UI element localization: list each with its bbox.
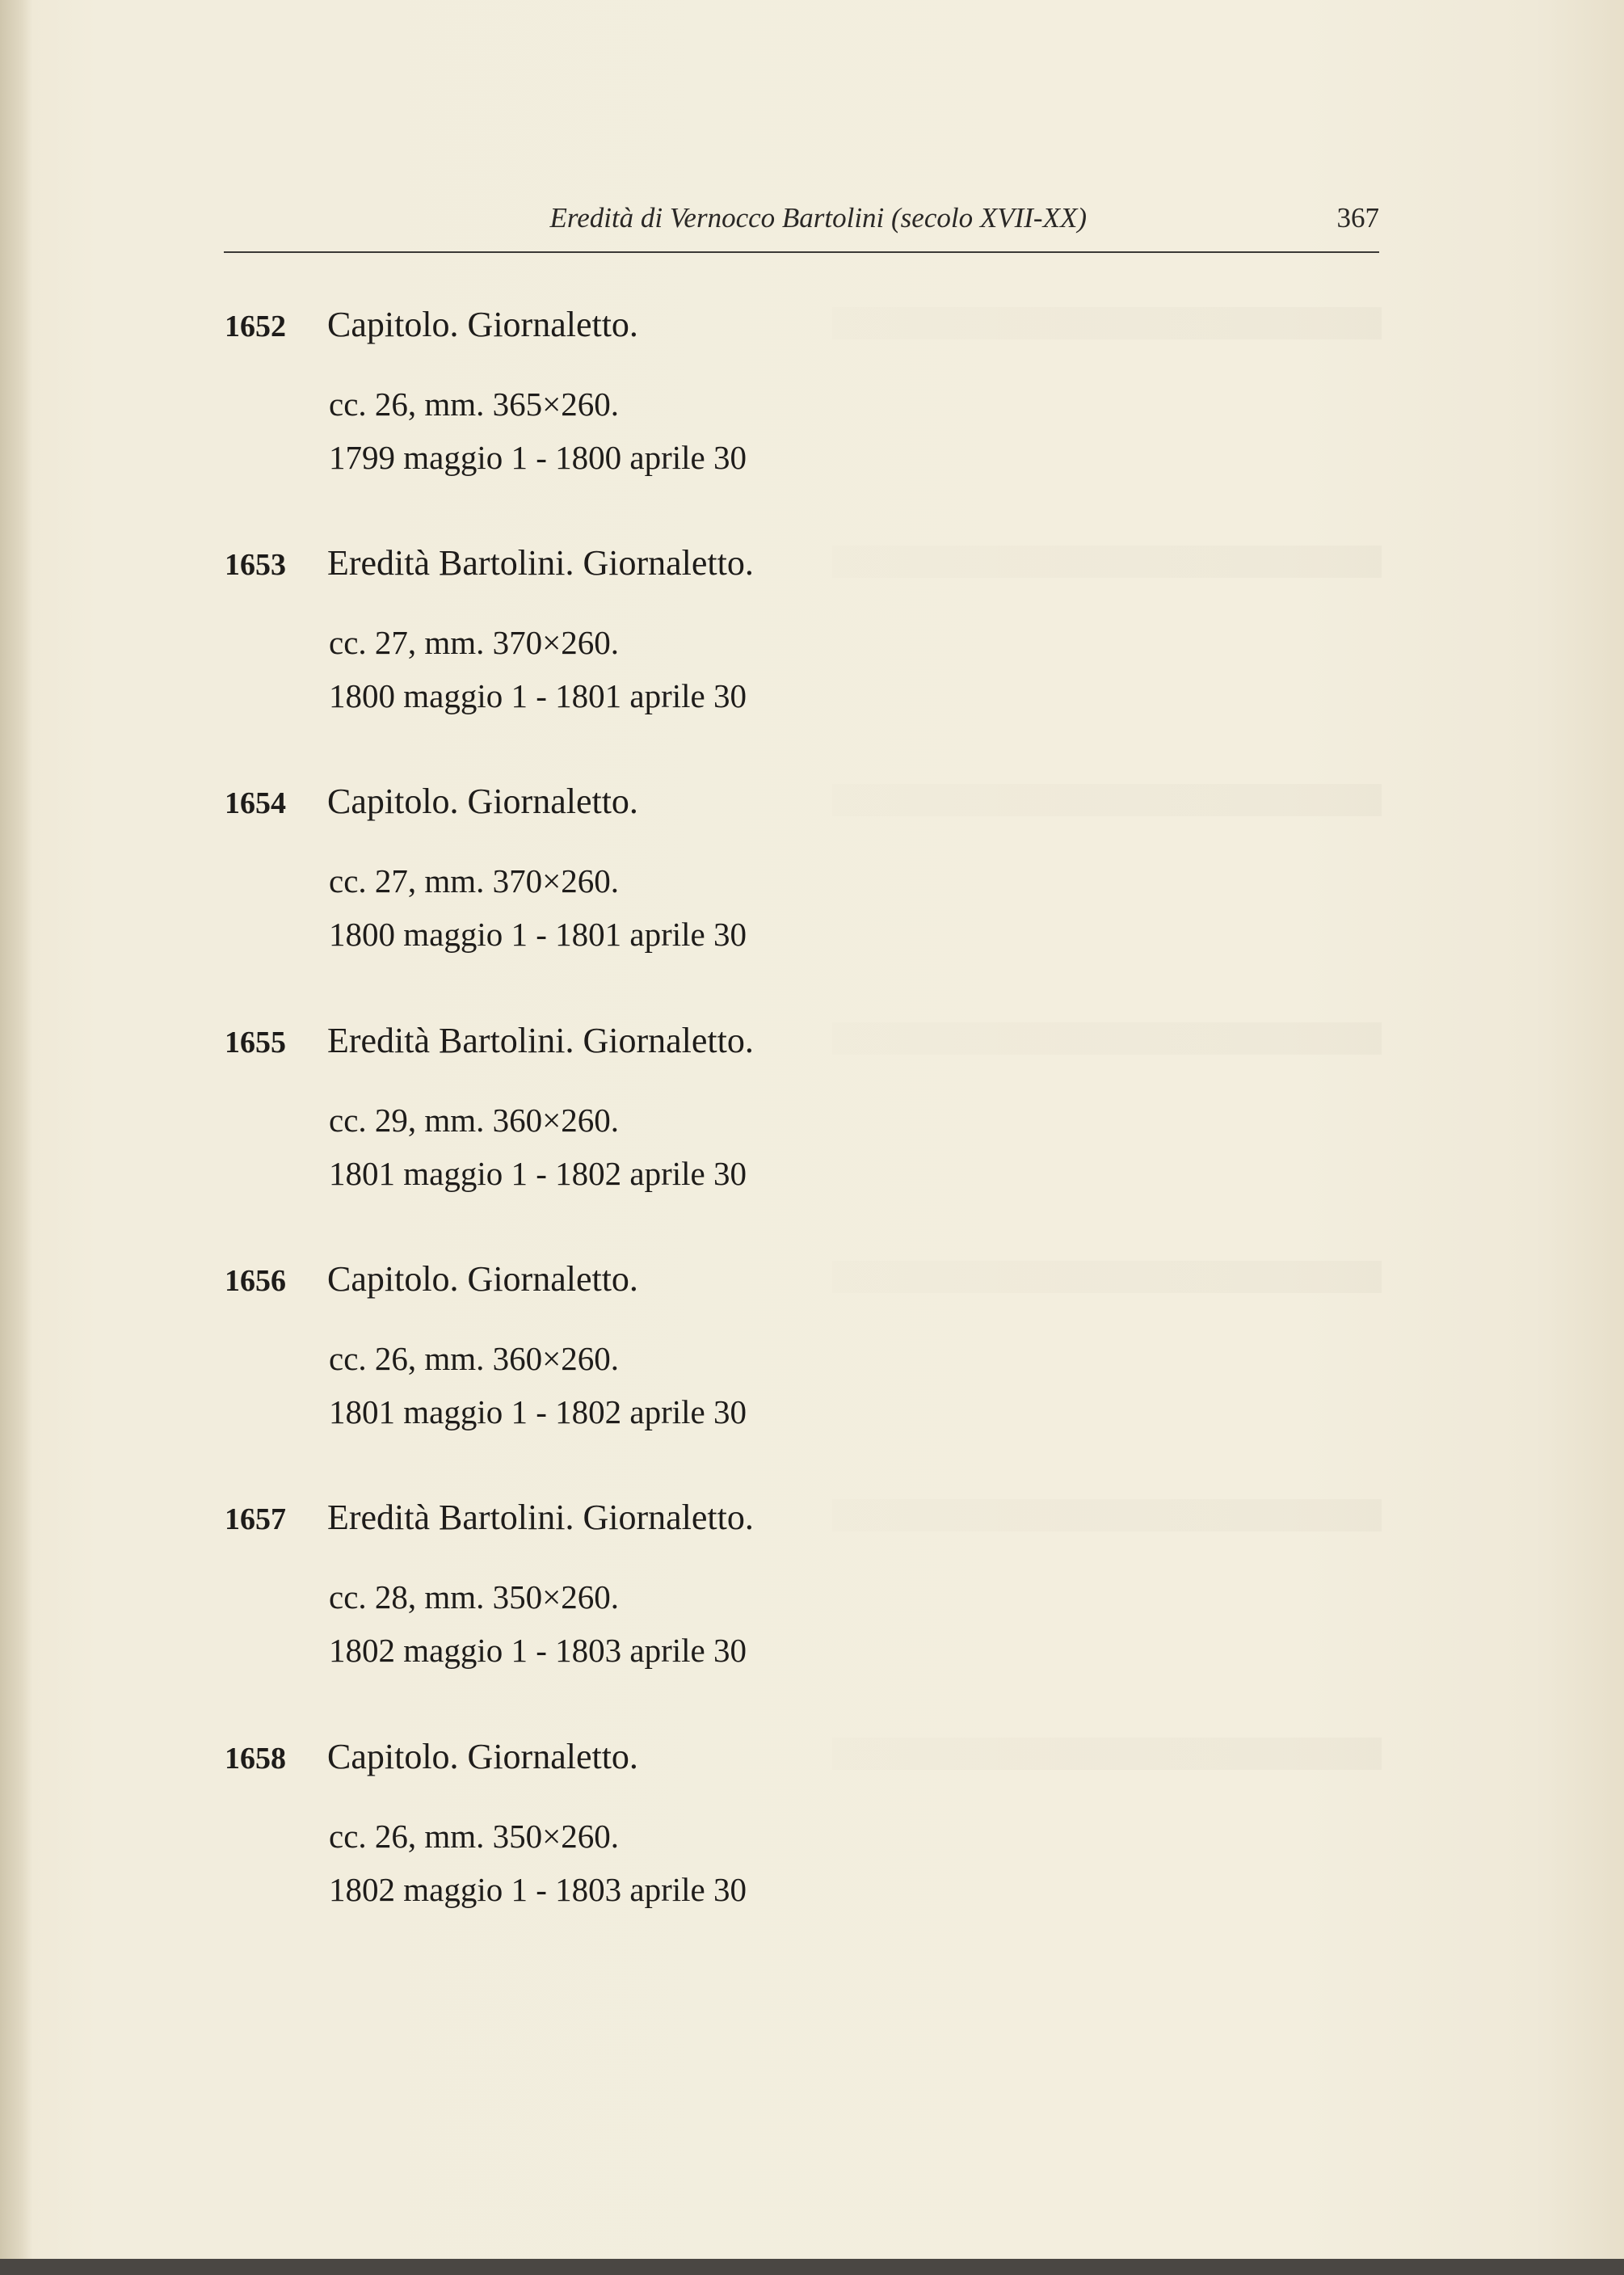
entry-number: 1656 [225,1264,286,1298]
entry-title: Capitolo. Giornaletto. [327,1259,638,1299]
entry-dates: 1802 maggio 1 - 1803 aprile 30 [329,1632,747,1669]
header-rule [224,251,1379,253]
entry-extent: cc. 26, mm. 360×260. [329,1340,620,1377]
scan-bottom-edge [0,2259,1624,2275]
entry-title: Capitolo. Giornaletto. [327,1737,638,1776]
entry-number: 1653 [225,548,286,582]
bleed-through-mark [832,307,1382,339]
bleed-through-mark [832,1499,1382,1531]
entry-extent: cc. 28, mm. 350×260. [329,1578,620,1616]
bleed-through-mark [832,784,1382,816]
entry-extent: cc. 26, mm. 365×260. [329,385,620,423]
entry-dates: 1801 maggio 1 - 1802 aprile 30 [329,1393,747,1430]
archive-entry [0,1737,889,1951]
entry-number: 1652 [225,310,286,343]
archive-entry [0,305,889,519]
bleed-through-mark [832,1738,1382,1770]
bleed-through-mark [832,1261,1382,1293]
entry-title: Capitolo. Giornaletto. [327,782,638,821]
entry-number: 1657 [225,1502,286,1536]
archive-entry [0,543,889,757]
running-title: Eredità di Vernocco Bartolini (secolo XVII-XX) [549,202,1087,234]
archive-entry [0,1021,889,1235]
entry-extent: cc. 27, mm. 370×260. [329,862,620,899]
entry-dates: 1799 maggio 1 - 1800 aprile 30 [329,439,747,476]
entry-extent: cc. 29, mm. 360×260. [329,1102,620,1139]
page-number: 367 [1336,202,1379,234]
entry-number: 1655 [225,1026,286,1060]
entry-title: Eredità Bartolini. Giornaletto. [327,1021,754,1060]
entry-extent: cc. 27, mm. 370×260. [329,624,620,661]
bleed-through-mark [832,546,1382,578]
entry-title: Eredità Bartolini. Giornaletto. [327,543,754,583]
bleed-through-mark [832,1022,1382,1055]
entry-dates: 1802 maggio 1 - 1803 aprile 30 [329,1871,747,1908]
archive-entry [0,1259,889,1473]
entry-title: Capitolo. Giornaletto. [327,305,638,344]
archive-entry [0,782,889,996]
entry-number: 1654 [225,786,286,820]
entry-dates: 1800 maggio 1 - 1801 aprile 30 [329,677,747,714]
entry-number: 1658 [225,1742,286,1776]
entry-dates: 1800 maggio 1 - 1801 aprile 30 [329,916,747,953]
entry-dates: 1801 maggio 1 - 1802 aprile 30 [329,1155,747,1192]
entry-title: Eredità Bartolini. Giornaletto. [327,1498,754,1537]
entry-extent: cc. 26, mm. 350×260. [329,1818,620,1855]
archive-entry [0,1498,889,1712]
